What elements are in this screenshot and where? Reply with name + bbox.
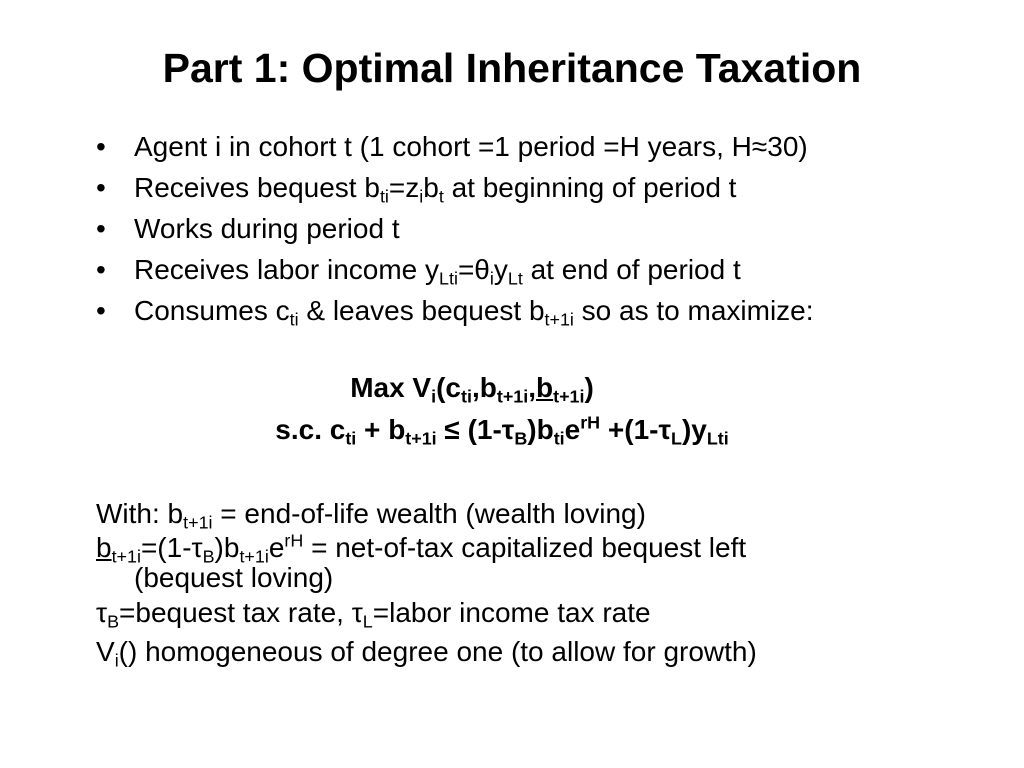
- bullet-item: [96, 208, 814, 249]
- bullet-text: Agent i in cohort t (1 cohort =1 period =H years, H≈30): [134, 131, 808, 162]
- bullet-text: Receives bequest $b_{ti}=z_ib_t$ at beginning of period t: [134, 172, 737, 207]
- bullet-symbol: •: [96, 213, 106, 244]
- max-equation: Max $V_i(c_{ti},b_{t+1i},b_{t+1i})$: [350, 372, 594, 407]
- bullet-item: [96, 249, 814, 290]
- bullet-list: [96, 126, 814, 331]
- definition-line: $b_{t+1i}=(1-\tau_B)b_{t+1i}e^{rH} = net-of-tax$ capitalized bequest left (bequest loving): [96, 530, 747, 593]
- definition-line: $V_i()$ homogeneous of degree one (to allow for growth): [96, 636, 757, 671]
- definitions-block: [96, 494, 916, 671]
- bullet-symbol: •: [96, 254, 106, 285]
- slide-title: Part 1: Optimal Inheritance Taxation: [162, 45, 862, 91]
- bullet-symbol: •: [96, 295, 106, 326]
- bullet-symbol: •: [96, 131, 106, 162]
- bullet-item: [96, 126, 814, 167]
- bullet-text: Works during period t: [134, 213, 400, 244]
- definition-line: $\tau_B=bequest$ tax rate, $\tau_L=labor$ income tax rate: [96, 597, 651, 632]
- bullet-symbol: •: [96, 172, 106, 203]
- bullet-text: Consumes $c_{ti}$ & leaves bequest $b_{t+1i}$ so as to maximize:: [134, 295, 814, 330]
- bullet-item: [96, 167, 814, 208]
- definition-line: With: $b_{t+1i}$ = end-of-life wealth (wealth loving): [96, 498, 646, 533]
- bullet-item: [96, 290, 814, 331]
- bullet-text: Receives labor income $y_{Lti}=\theta_iy_{Lt}$ at end of period t: [134, 254, 741, 289]
- budget-constraint-equation: s.c. $c_{ti} + b_{t+1i} \le (1-\tau_B)b_{ti}e^{rH} +(1-\tau_L)y_{Lti}$: [275, 412, 729, 449]
